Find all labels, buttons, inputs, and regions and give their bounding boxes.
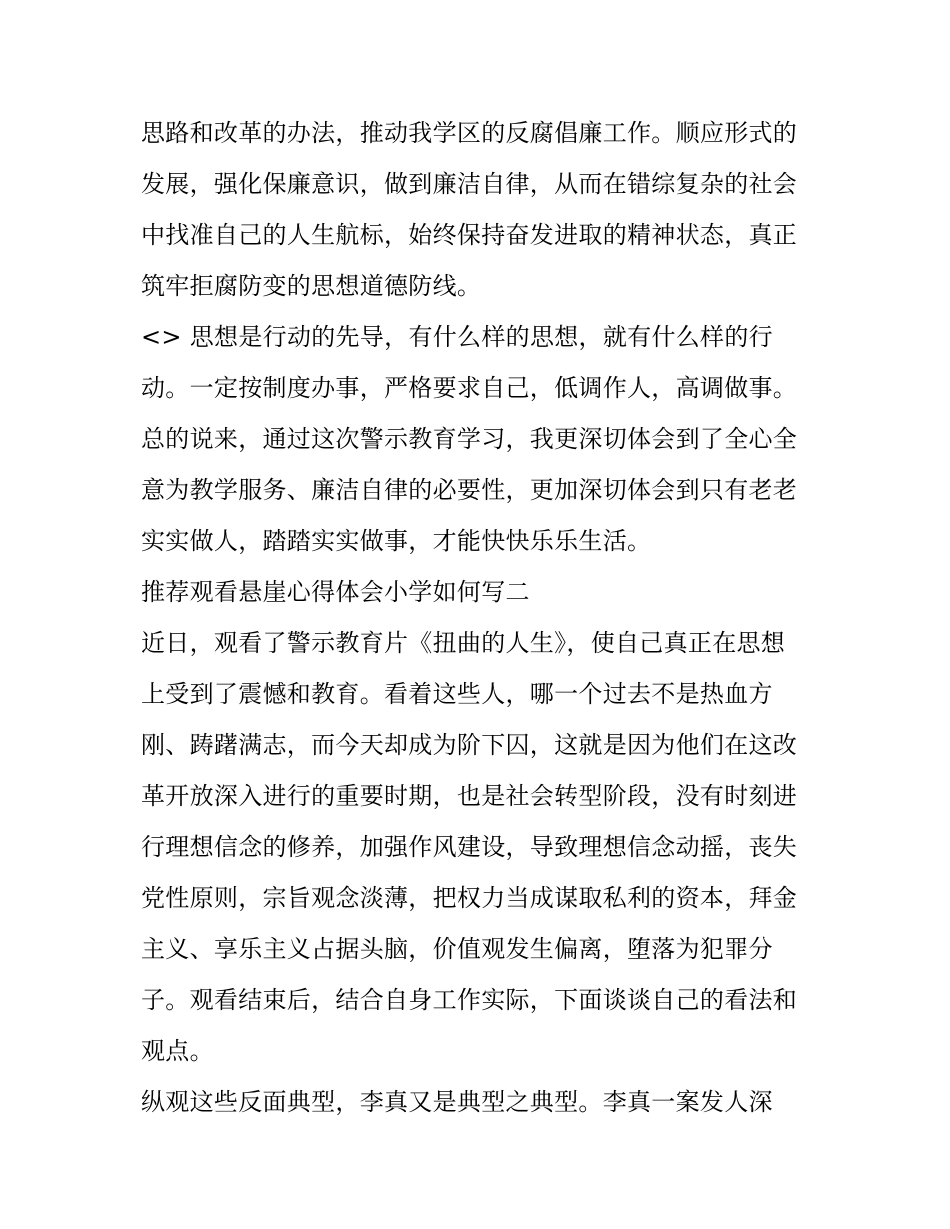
text-line: 近日，观看了警示教育片《扭曲的人生》，使自己真正在思想 <box>141 629 786 657</box>
text-line: 行理想信念的修养，加强作风建设，导致理想信念动摇，丧失 <box>141 833 798 861</box>
text-line: 中找准自己的人生航标，始终保持奋发进取的精神状态，真正 <box>141 221 798 249</box>
text-line: 意为教学服务、廉洁自律的必要性，更加深切体会到只有老老 <box>141 476 798 504</box>
section-heading: 推荐观看悬崖心得体会小学如何写二 <box>141 578 530 606</box>
text-line: 发展，强化保廉意识，做到廉洁自律，从而在错综复杂的社会 <box>141 170 798 198</box>
text-line: 筑牢拒腐防变的思想道德防线。 <box>141 272 482 300</box>
text-line: 观点。 <box>141 1037 214 1065</box>
text-line: 革开放深入进行的重要时期，也是社会转型阶段，没有时刻进 <box>141 782 798 810</box>
text-line: <> 思想是行动的先导，有什么样的思想，就有什么样的行 <box>141 323 773 351</box>
text-line: 刚、踌躇满志，而今天却成为阶下囚，这就是因为他们在这改 <box>141 731 798 759</box>
text-line: 党性原则，宗旨观念淡薄，把权力当成谋取私利的资本，拜金 <box>141 884 798 912</box>
document-body <box>141 108 841 1128</box>
text-line: 子。观看结束后，结合自身工作实际，下面谈谈自己的看法和 <box>141 986 798 1014</box>
text-line: 主义、享乐主义占据头脑，价值观发生偏离，堕落为犯罪分 <box>141 935 773 963</box>
text-line: 上受到了震憾和教育。看着这些人，哪一个过去不是热血方 <box>141 680 773 708</box>
text-line: 总的说来，通过这次警示教育学习，我更深切体会到了全心全 <box>141 425 798 453</box>
text-line: 思路和改革的办法，推动我学区的反腐倡廉工作。顺应形式的 <box>141 119 798 147</box>
text-line: 纵观这些反面典型，李真又是典型之典型。李真一案发人深 <box>141 1088 773 1116</box>
text-line: 动。一定按制度办事，严格要求自己，低调作人，高调做事。 <box>141 374 798 402</box>
text-line: 实实做人，踏踏实实做事，才能快快乐乐生活。 <box>141 527 652 555</box>
